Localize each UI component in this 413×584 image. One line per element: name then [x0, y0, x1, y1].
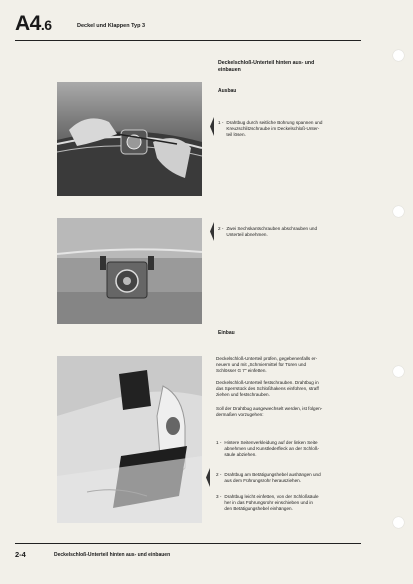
chapter-code-main: A4 [15, 12, 41, 35]
einbau-paragraph-1 [216, 356, 366, 374]
footer-title: Deckelschloß-Unterteil hinten aus- und einbauen [54, 552, 171, 558]
einbau-step-3 [216, 494, 366, 512]
step-marker [210, 117, 214, 136]
step-number: 2 - [216, 472, 222, 477]
step-line: Drahtbug durch seitliche Bohrung spannen und [226, 120, 323, 125]
photo-einbau [57, 356, 202, 523]
footer-rule [15, 543, 361, 544]
step-line: säule abziehen. [224, 452, 257, 458]
photo-ausbau-step-1-image [57, 82, 202, 196]
step-line: Hintere Seitenverkleidung auf der linken Seite [224, 440, 318, 445]
paragraph-line: ziehen und festschrauben. [216, 392, 270, 398]
step-line: Zwei Sechskantschrauben abschrauben und [226, 226, 318, 231]
step-number: 3 - [216, 494, 222, 499]
ausbau-step-1 [218, 120, 366, 138]
step-line: her in das Führungsrohr einschieben und in [224, 500, 313, 506]
einbau-paragraph-3 [216, 406, 366, 418]
photo-ausbau-step-2 [57, 218, 202, 324]
photo-ausbau-step-2-image [57, 218, 202, 324]
header-rule [15, 40, 361, 41]
paragraph-line: Deckelschloß-Unterteil prüfen, gegebenenfalls er- [216, 356, 318, 361]
ausbau-heading: Ausbau [218, 88, 237, 94]
page-number: 2-4 [15, 550, 26, 559]
punch-hole [393, 206, 404, 217]
step-marker [210, 222, 214, 241]
header-title: Deckel und Klappen Typ 3 [77, 23, 146, 29]
punch-hole [393, 517, 404, 528]
paragraph-line: dermaßen vorzugehen: [216, 412, 264, 418]
punch-hole [393, 50, 404, 61]
section-title [218, 60, 314, 74]
step-line: teil lösen. [226, 132, 246, 138]
photo-einbau-image [57, 356, 202, 523]
punch-hole [393, 366, 404, 377]
step-number: 1 - [218, 120, 224, 125]
einbau-paragraph-2 [216, 380, 366, 398]
paragraph-line: Schlösser G 7" einfetten. [216, 368, 267, 374]
einbau-step-2 [216, 472, 366, 484]
einbau-step-1 [216, 440, 366, 458]
paragraph-line: neuern und mit „Schmiermittel für Türen und [216, 362, 307, 368]
paragraph-line: Soll der Drahtbug ausgewechselt werden, ist folgen- [216, 406, 323, 411]
step-number: 1 - [216, 440, 222, 445]
paragraph-line: Deckelschloß-Unterteil festschrauben. Drahtbug in [216, 380, 319, 385]
section-title-line: Deckelschloß-Unterteil hinten aus- und [218, 60, 315, 66]
step-number: 2 - [218, 226, 224, 231]
paragraph-line: das Sperrstück des Schloßhakens einführen, straff [216, 386, 319, 392]
step-line: Unterteil abnehmen. [226, 232, 268, 238]
ausbau-step-2 [218, 226, 366, 238]
step-line: abnehmen und Kunstlederfleck an der Schloß- [224, 446, 320, 452]
step-line: den Betätigungshebel einhängen. [224, 506, 293, 512]
section-title-line: einbauen [218, 67, 241, 73]
chapter-code [15, 13, 52, 34]
chapter-code-sub: .6 [40, 17, 52, 33]
einbau-heading: Einbau [218, 330, 235, 336]
step-line: Drahtbug am Betätigungshebel aushängen und [224, 472, 321, 477]
step-marker [206, 468, 210, 487]
step-line: aus dem Führungsrohr herausziehen. [224, 478, 301, 484]
step-line: Drahtbug leicht einfetten, von der Schloßsäule [224, 494, 319, 499]
step-line: Kreuzschlitzschraube im Deckelschloß-Unter- [226, 126, 320, 132]
photo-ausbau-step-1 [57, 82, 202, 196]
